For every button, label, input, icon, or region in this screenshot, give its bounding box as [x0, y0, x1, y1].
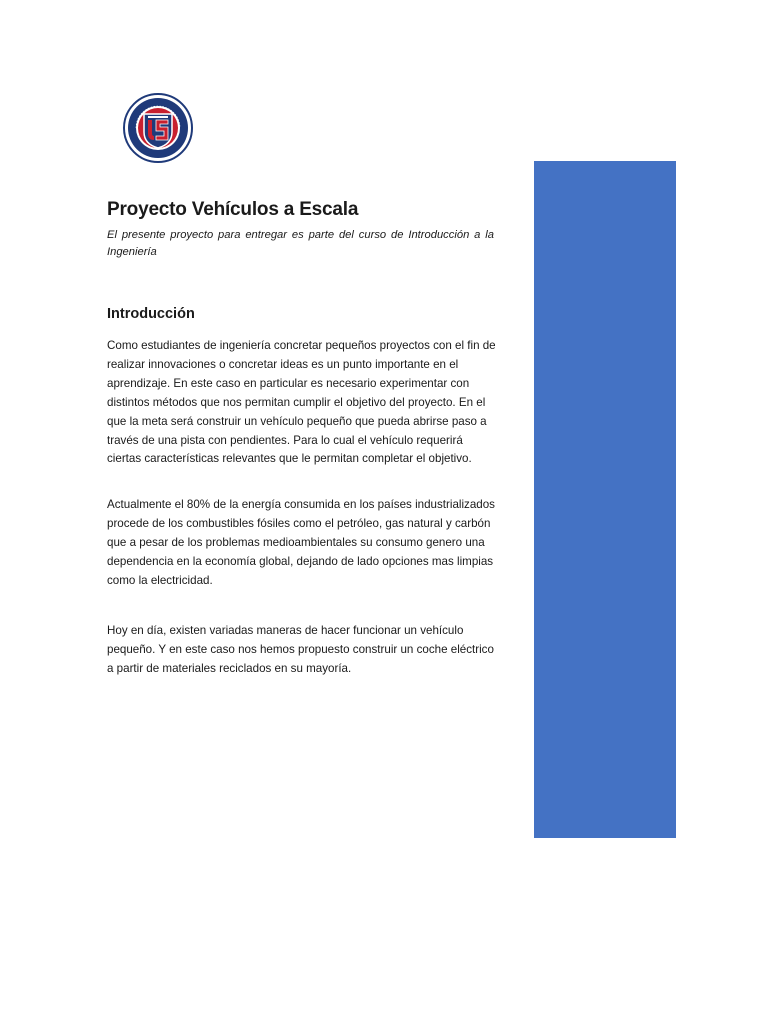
paragraph-1: Como estudiantes de ingeniería concretar pequeños proyectos con el fin de realizar innovaciones o concretar ideas es un punto importante en el aprendizaje. En este caso en particular es necesario experimentar con distintos métodos que nos permitan cumplir el objetivo del proyecto. En el que la meta será construir un vehículo pequeño que pueda abrirse paso a través de una pista con pendientes. Para lo cual el vehículo requerirá ciertas características relevantes que le permitan completar el objetivo. — [107, 339, 496, 466]
section-heading-introduccion: Introducción — [107, 306, 195, 322]
paragraph-2: Actualmente el 80% de la energía consumida en los países industrializados procede de los combustibles fósiles como el petróleo, gas natural y carbón que a pesar de los problemas medioambientales su consumo genero una dependencia en la economía global, dejando de lado opciones mas limpias como la electricidad. — [107, 498, 495, 587]
document-subtitle: El presente proyecto para entregar es parte del curso de Introducción a la Ingeniería — [107, 229, 494, 258]
document-title: Proyecto Vehículos a Escala — [107, 199, 359, 220]
paragraph-3: Hoy en día, existen variadas maneras de hacer funcionar un vehículo pequeño. Y en este caso nos hemos propuesto construir un coche eléctrico a partir de materiales reciclados en su mayoría. — [107, 624, 494, 675]
decorative-sidebar — [534, 161, 676, 838]
university-seal-icon — [122, 92, 194, 164]
